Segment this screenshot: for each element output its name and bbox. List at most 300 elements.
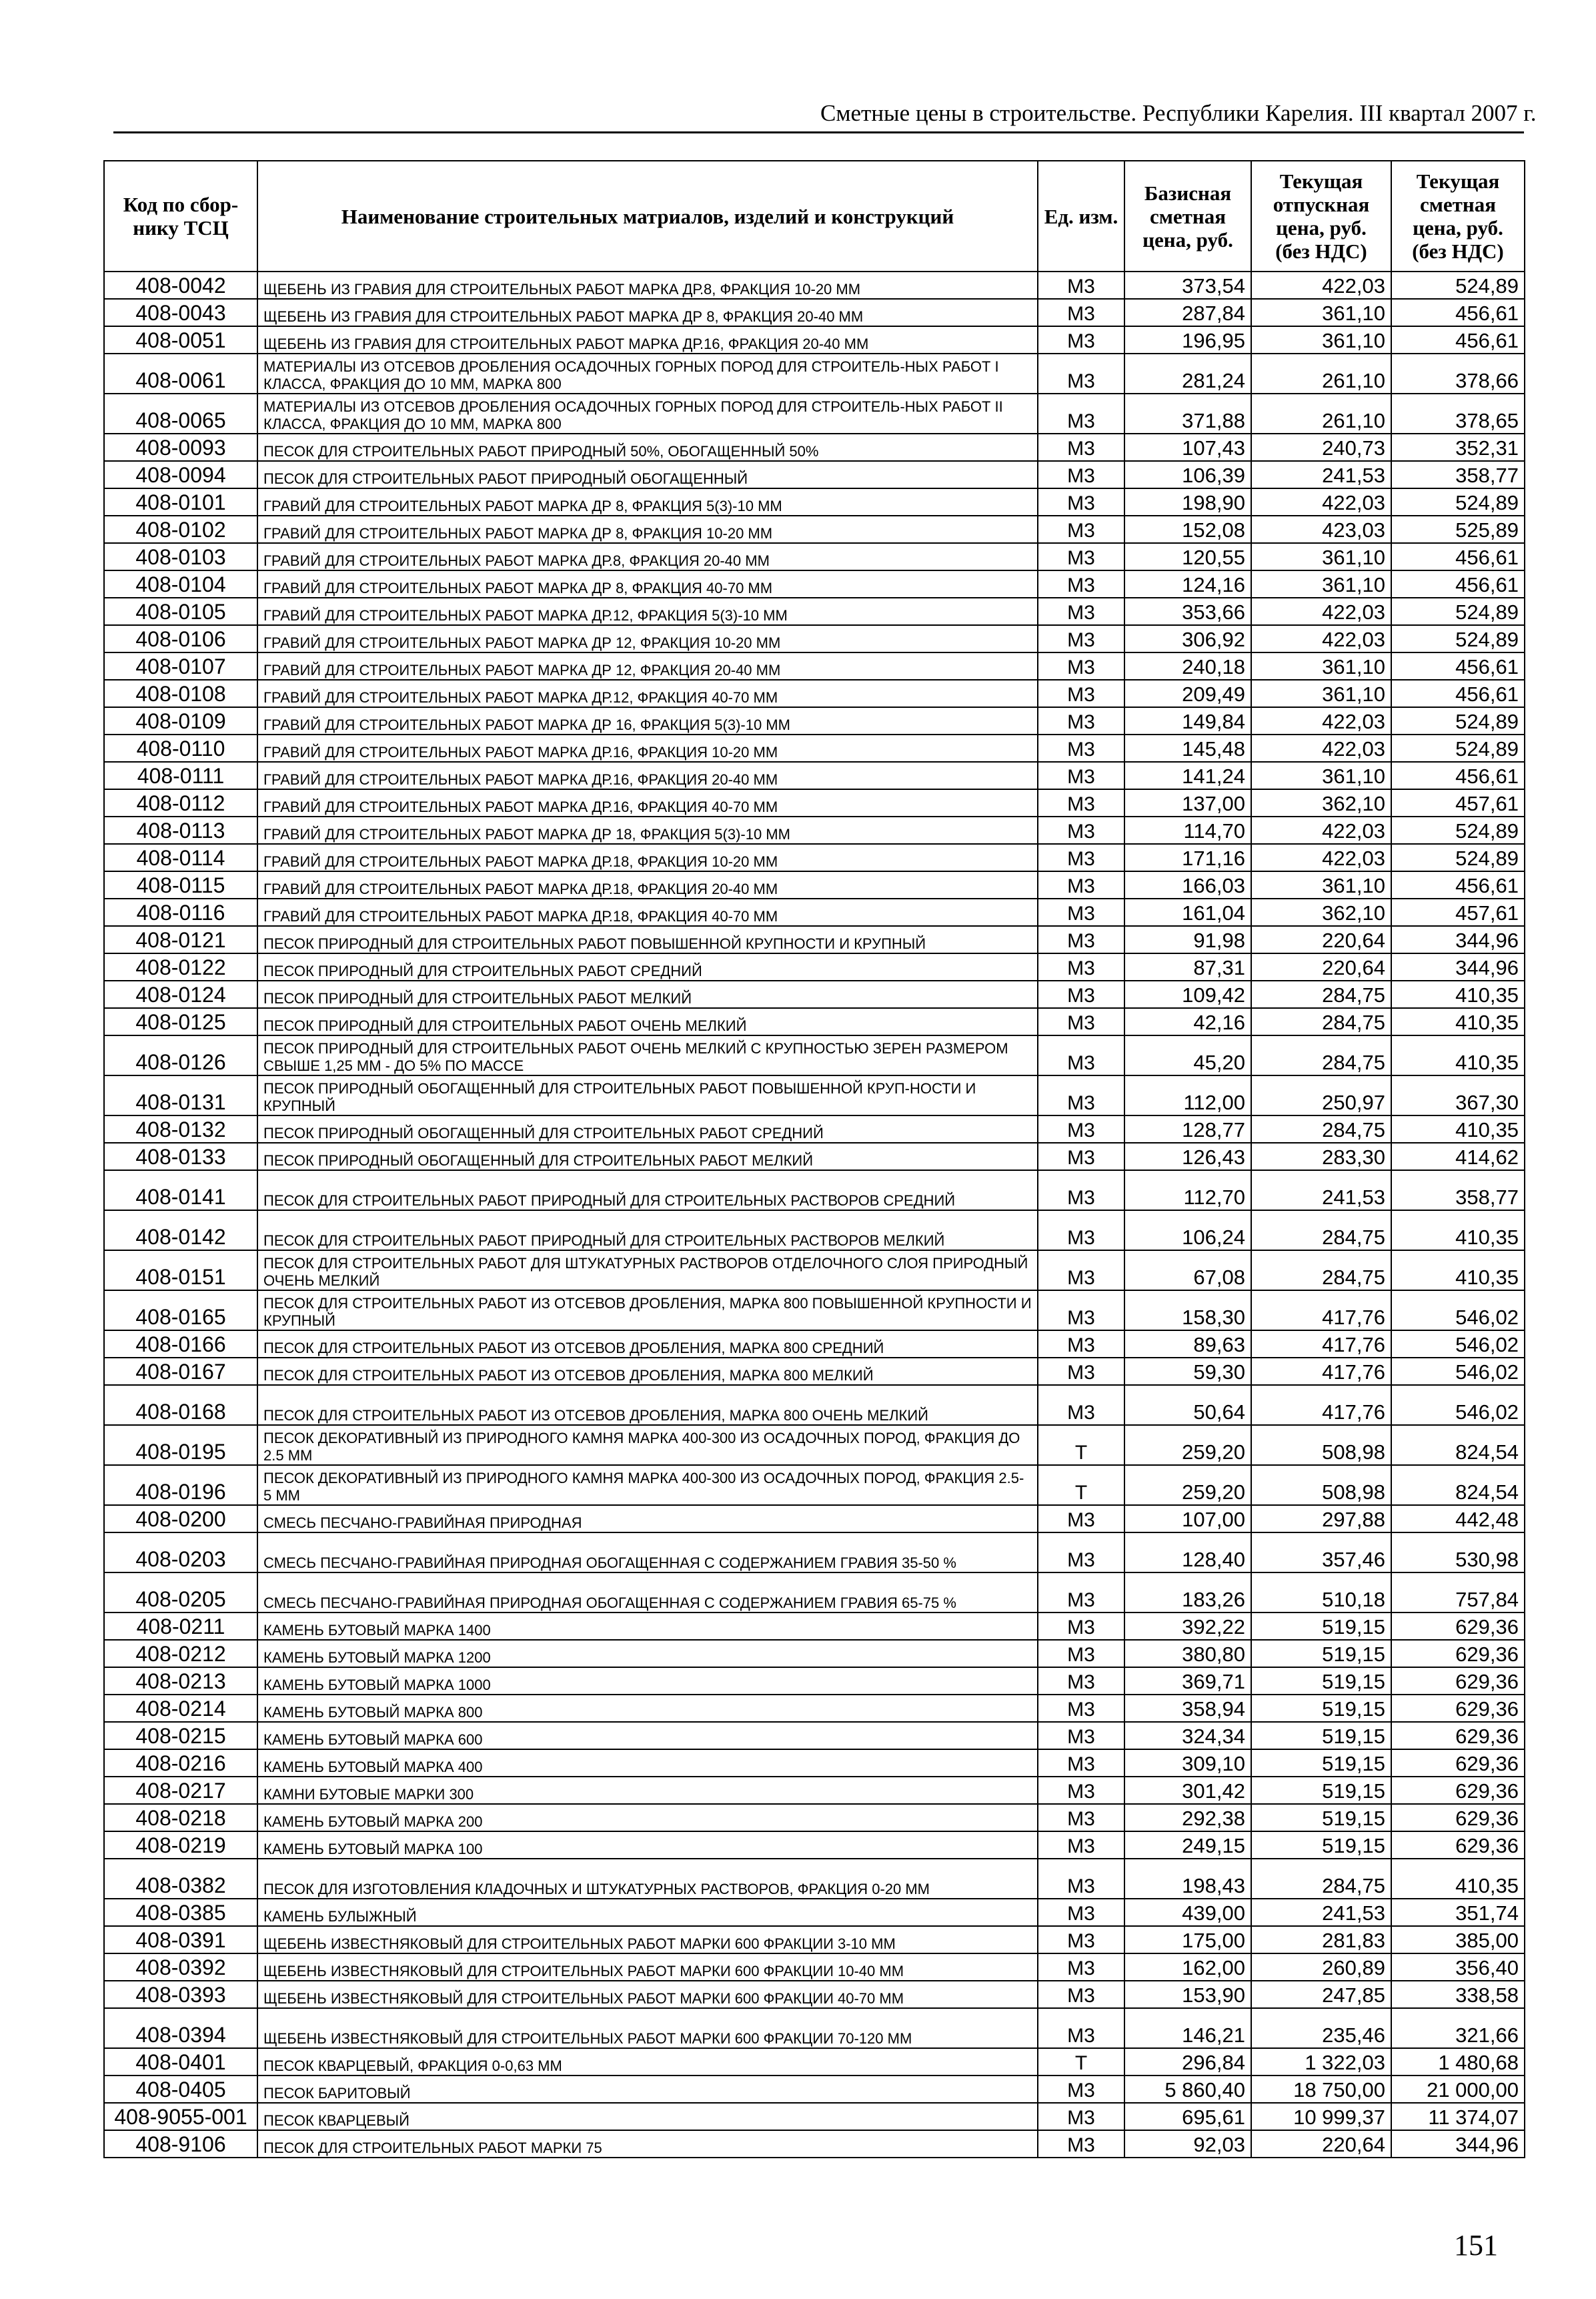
- row-release-price: 422,03: [1251, 598, 1391, 625]
- table-row: [104, 1613, 1525, 1640]
- row-unit: М3: [1038, 598, 1124, 625]
- row-name: ПЕСОК БАРИТОВЫЙ: [257, 2076, 1038, 2103]
- table-row: [104, 598, 1525, 625]
- row-unit: М3: [1038, 570, 1124, 598]
- row-current-price: 524,89: [1391, 488, 1525, 516]
- table-row: [104, 1425, 1525, 1465]
- row-unit: М3: [1038, 1749, 1124, 1777]
- row-code: 408-9106: [104, 2130, 257, 2158]
- table-row: [104, 461, 1525, 488]
- row-release-price: 220,64: [1251, 2130, 1391, 2158]
- row-current-price: 525,89: [1391, 516, 1525, 543]
- row-base-price: 153,90: [1124, 1981, 1251, 2008]
- table-header-row: [104, 161, 1525, 272]
- row-release-price: 297,88: [1251, 1505, 1391, 1532]
- row-current-price: 1 480,68: [1391, 2048, 1525, 2076]
- row-current-price: 629,36: [1391, 1749, 1525, 1777]
- row-unit: М3: [1038, 2130, 1124, 2158]
- row-base-price: 281,24: [1124, 354, 1251, 394]
- row-current-price: 629,36: [1391, 1804, 1525, 1831]
- row-code: 408-0168: [104, 1385, 257, 1425]
- row-code: 408-0213: [104, 1667, 257, 1695]
- row-release-price: 247,85: [1251, 1981, 1391, 2008]
- row-current-price: 456,61: [1391, 570, 1525, 598]
- row-code: 408-0133: [104, 1143, 257, 1170]
- row-release-price: 422,03: [1251, 625, 1391, 652]
- row-code: 408-0103: [104, 543, 257, 570]
- row-code: 408-0109: [104, 707, 257, 735]
- row-code: 408-0107: [104, 652, 257, 680]
- row-name: ГРАВИЙ ДЛЯ СТРОИТЕЛЬНЫХ РАБОТ МАРКА ДР 16, ФРАКЦИЯ 5(3)-10 ММ: [257, 707, 1038, 735]
- header-code: Код по сбор-нику ТСЦ: [104, 161, 257, 272]
- row-name: ГРАВИЙ ДЛЯ СТРОИТЕЛЬНЫХ РАБОТ МАРКА ДР.16, ФРАКЦИЯ 20-40 ММ: [257, 762, 1038, 789]
- row-code: 408-0043: [104, 299, 257, 326]
- row-base-price: 373,54: [1124, 272, 1251, 299]
- table-row: [104, 652, 1525, 680]
- row-unit: М3: [1038, 461, 1124, 488]
- row-name: ПЕСОК ДЛЯ СТРОИТЕЛЬНЫХ РАБОТ ИЗ ОТСЕВОВ ДРОБЛЕНИЯ, МАРКА 800 ОЧЕНЬ МЕЛКИЙ: [257, 1385, 1038, 1425]
- row-current-price: 824,54: [1391, 1425, 1525, 1465]
- row-release-price: 220,64: [1251, 953, 1391, 981]
- row-release-price: 284,75: [1251, 1115, 1391, 1143]
- row-code: 408-0042: [104, 272, 257, 299]
- row-name: МАТЕРИАЛЫ ИЗ ОТСЕВОВ ДРОБЛЕНИЯ ОСАДОЧНЫХ ГОРНЫХ ПОРОД ДЛЯ СТРОИТЕЛЬ-НЫХ РАБОТ II КЛАССА, ФРАКЦИЯ ДО 10 ММ, МАРКА 800: [257, 394, 1038, 434]
- row-release-price: 508,98: [1251, 1465, 1391, 1505]
- row-unit: М3: [1038, 1899, 1124, 1926]
- row-current-price: 629,36: [1391, 1722, 1525, 1749]
- row-name: ПЕСОК ПРИРОДНЫЙ ДЛЯ СТРОИТЕЛЬНЫХ РАБОТ ОЧЕНЬ МЕЛКИЙ С КРУПНОСТЬЮ ЗЕРЕН РАЗМЕРОМ СВЫШЕ 1,25 ММ - ДО 5% ПО МАССЕ: [257, 1035, 1038, 1075]
- row-current-price: 351,74: [1391, 1899, 1525, 1926]
- row-name: ЩЕБЕНЬ ИЗ ГРАВИЯ ДЛЯ СТРОИТЕЛЬНЫХ РАБОТ МАРКА ДР.8, ФРАКЦИЯ 10-20 ММ: [257, 272, 1038, 299]
- row-unit: М3: [1038, 1831, 1124, 1859]
- row-name: ЩЕБЕНЬ ИЗВЕСТНЯКОВЫЙ ДЛЯ СТРОИТЕЛЬНЫХ РАБОТ МАРКИ 600 ФРАКЦИИ 70-120 ММ: [257, 2008, 1038, 2048]
- row-base-price: 695,61: [1124, 2103, 1251, 2130]
- table-row: [104, 1008, 1525, 1035]
- row-unit: М3: [1038, 1572, 1124, 1613]
- row-base-price: 107,00: [1124, 1505, 1251, 1532]
- row-base-price: 353,66: [1124, 598, 1251, 625]
- row-release-price: 519,15: [1251, 1695, 1391, 1722]
- row-name: КАМНИ БУТОВЫЕ МАРКИ 300: [257, 1777, 1038, 1804]
- row-base-price: 87,31: [1124, 953, 1251, 981]
- table-row: [104, 953, 1525, 981]
- row-release-price: 284,75: [1251, 1250, 1391, 1290]
- row-code: 408-0112: [104, 789, 257, 817]
- table-row: [104, 1695, 1525, 1722]
- row-unit: Т: [1038, 1465, 1124, 1505]
- row-current-price: 410,35: [1391, 1035, 1525, 1075]
- row-release-price: 362,10: [1251, 899, 1391, 926]
- row-unit: М3: [1038, 871, 1124, 899]
- row-base-price: 50,64: [1124, 1385, 1251, 1425]
- table-row: [104, 1035, 1525, 1075]
- row-base-price: 309,10: [1124, 1749, 1251, 1777]
- row-code: 408-0195: [104, 1425, 257, 1465]
- row-code: 408-0116: [104, 899, 257, 926]
- row-current-price: 356,40: [1391, 1953, 1525, 1981]
- row-code: 408-0104: [104, 570, 257, 598]
- row-base-price: 89,63: [1124, 1330, 1251, 1358]
- row-code: 408-0382: [104, 1859, 257, 1899]
- row-name: ПЕСОК ДЕКОРАТИВНЫЙ ИЗ ПРИРОДНОГО КАМНЯ МАРКА 400-300 ИЗ ОСАДОЧНЫХ ПОРОД, ФРАКЦИЯ ДО 2.5 ММ: [257, 1425, 1038, 1465]
- row-unit: М3: [1038, 2076, 1124, 2103]
- row-unit: М3: [1038, 1505, 1124, 1532]
- row-base-price: 249,15: [1124, 1831, 1251, 1859]
- row-code: 408-0061: [104, 354, 257, 394]
- row-name: КАМЕНЬ БУТОВЫЙ МАРКА 1200: [257, 1640, 1038, 1667]
- row-release-price: 519,15: [1251, 1831, 1391, 1859]
- table-row: [104, 1115, 1525, 1143]
- row-base-price: 296,84: [1124, 2048, 1251, 2076]
- table-row: [104, 2008, 1525, 2048]
- row-current-price: 385,00: [1391, 1926, 1525, 1953]
- row-unit: Т: [1038, 1425, 1124, 1465]
- row-unit: М3: [1038, 735, 1124, 762]
- row-name: ПЕСОК ДЛЯ СТРОИТЕЛЬНЫХ РАБОТ ПРИРОДНЫЙ ДЛЯ СТРОИТЕЛЬНЫХ РАСТВОРОВ МЕЛКИЙ: [257, 1210, 1038, 1250]
- header-divider: [113, 131, 1524, 133]
- row-current-price: 456,61: [1391, 543, 1525, 570]
- row-code: 408-0391: [104, 1926, 257, 1953]
- row-release-price: 284,75: [1251, 1210, 1391, 1250]
- row-current-price: 21 000,00: [1391, 2076, 1525, 2103]
- row-current-price: 410,35: [1391, 1250, 1525, 1290]
- row-code: 408-0105: [104, 598, 257, 625]
- table-row: [104, 1640, 1525, 1667]
- table-row: [104, 1143, 1525, 1170]
- row-unit: М3: [1038, 434, 1124, 461]
- header-current-price: Текущая сметная цена, руб. (без НДС): [1391, 161, 1525, 272]
- table-row: [104, 1859, 1525, 1899]
- row-unit: М3: [1038, 1804, 1124, 1831]
- row-unit: М3: [1038, 1777, 1124, 1804]
- row-code: 408-0203: [104, 1532, 257, 1572]
- row-current-price: 456,61: [1391, 871, 1525, 899]
- row-code: 408-0393: [104, 1981, 257, 2008]
- row-current-price: 546,02: [1391, 1330, 1525, 1358]
- row-name: ГРАВИЙ ДЛЯ СТРОИТЕЛЬНЫХ РАБОТ МАРКА ДР.18, ФРАКЦИЯ 10-20 ММ: [257, 844, 1038, 871]
- table-row: [104, 1075, 1525, 1115]
- table-row: [104, 625, 1525, 652]
- row-release-price: 417,76: [1251, 1290, 1391, 1330]
- table-row: [104, 735, 1525, 762]
- row-code: 408-0113: [104, 817, 257, 844]
- row-unit: М3: [1038, 981, 1124, 1008]
- row-release-price: 417,76: [1251, 1330, 1391, 1358]
- row-unit: М3: [1038, 899, 1124, 926]
- header-base-price: Базисная сметная цена, руб.: [1124, 161, 1251, 272]
- row-code: 408-0142: [104, 1210, 257, 1250]
- row-name: ЩЕБЕНЬ ИЗВЕСТНЯКОВЫЙ ДЛЯ СТРОИТЕЛЬНЫХ РАБОТ МАРКИ 600 ФРАКЦИИ 3-10 ММ: [257, 1926, 1038, 1953]
- row-name: ГРАВИЙ ДЛЯ СТРОИТЕЛЬНЫХ РАБОТ МАРКА ДР.8, ФРАКЦИЯ 20-40 ММ: [257, 543, 1038, 570]
- row-current-price: 410,35: [1391, 1008, 1525, 1035]
- row-current-price: 524,89: [1391, 817, 1525, 844]
- row-base-price: 371,88: [1124, 394, 1251, 434]
- row-base-price: 439,00: [1124, 1899, 1251, 1926]
- row-code: 408-0211: [104, 1613, 257, 1640]
- row-release-price: 10 999,37: [1251, 2103, 1391, 2130]
- header-unit: Ед. изм.: [1038, 161, 1124, 272]
- row-current-price: 457,61: [1391, 789, 1525, 817]
- row-name: ГРАВИЙ ДЛЯ СТРОИТЕЛЬНЫХ РАБОТ МАРКА ДР.18, ФРАКЦИЯ 20-40 ММ: [257, 871, 1038, 899]
- row-code: 408-0214: [104, 1695, 257, 1722]
- table-row: [104, 981, 1525, 1008]
- row-release-price: 422,03: [1251, 735, 1391, 762]
- row-release-price: 284,75: [1251, 981, 1391, 1008]
- row-current-price: 338,58: [1391, 1981, 1525, 2008]
- row-release-price: 235,46: [1251, 2008, 1391, 2048]
- row-name: ЩЕБЕНЬ ИЗВЕСТНЯКОВЫЙ ДЛЯ СТРОИТЕЛЬНЫХ РАБОТ МАРКИ 600 ФРАКЦИИ 10-40 ММ: [257, 1953, 1038, 1981]
- row-code: 408-0132: [104, 1115, 257, 1143]
- row-code: 408-0101: [104, 488, 257, 516]
- row-release-price: 357,46: [1251, 1532, 1391, 1572]
- row-code: 408-0215: [104, 1722, 257, 1749]
- row-name: ПЕСОК ПРИРОДНЫЙ ДЛЯ СТРОИТЕЛЬНЫХ РАБОТ ПОВЫШЕННОЙ КРУПНОСТИ И КРУПНЫЙ: [257, 926, 1038, 953]
- row-current-price: 456,61: [1391, 680, 1525, 707]
- row-code: 408-0124: [104, 981, 257, 1008]
- table-row: [104, 1926, 1525, 1953]
- row-unit: М3: [1038, 1695, 1124, 1722]
- row-release-price: 260,89: [1251, 1953, 1391, 1981]
- row-name: ПЕСОК ДЛЯ СТРОИТЕЛЬНЫХ РАБОТ ИЗ ОТСЕВОВ ДРОБЛЕНИЯ, МАРКА 800 ПОВЫШЕННОЙ КРУПНОСТИ И КРУПНЫЙ: [257, 1290, 1038, 1330]
- row-code: 408-0108: [104, 680, 257, 707]
- row-base-price: 324,34: [1124, 1722, 1251, 1749]
- row-code: 408-0166: [104, 1330, 257, 1358]
- row-unit: М3: [1038, 1143, 1124, 1170]
- row-unit: М3: [1038, 1613, 1124, 1640]
- table-row: [104, 680, 1525, 707]
- row-base-price: 240,18: [1124, 652, 1251, 680]
- row-release-price: 519,15: [1251, 1722, 1391, 1749]
- row-unit: М3: [1038, 953, 1124, 981]
- table-row: [104, 299, 1525, 326]
- table-row: [104, 1722, 1525, 1749]
- row-name: ПЕСОК ДЛЯ СТРОИТЕЛЬНЫХ РАБОТ ПРИРОДНЫЙ 50%, ОБОГАЩЕННЫЙ 50%: [257, 434, 1038, 461]
- row-current-price: 442,48: [1391, 1505, 1525, 1532]
- row-unit: М3: [1038, 488, 1124, 516]
- table-row: [104, 1804, 1525, 1831]
- row-base-price: 158,30: [1124, 1290, 1251, 1330]
- table-row: [104, 789, 1525, 817]
- row-code: 408-0405: [104, 2076, 257, 2103]
- row-release-price: 508,98: [1251, 1425, 1391, 1465]
- row-base-price: 91,98: [1124, 926, 1251, 953]
- row-unit: М3: [1038, 394, 1124, 434]
- row-base-price: 128,77: [1124, 1115, 1251, 1143]
- row-release-price: 261,10: [1251, 394, 1391, 434]
- row-unit: М3: [1038, 1385, 1124, 1425]
- row-release-price: 519,15: [1251, 1640, 1391, 1667]
- row-base-price: 42,16: [1124, 1008, 1251, 1035]
- row-unit: М3: [1038, 1953, 1124, 1981]
- row-current-price: 629,36: [1391, 1777, 1525, 1804]
- row-release-price: 519,15: [1251, 1667, 1391, 1695]
- row-code: 408-0131: [104, 1075, 257, 1115]
- row-base-price: 114,70: [1124, 817, 1251, 844]
- row-unit: М3: [1038, 354, 1124, 394]
- row-name: ГРАВИЙ ДЛЯ СТРОИТЕЛЬНЫХ РАБОТ МАРКА ДР.16, ФРАКЦИЯ 10-20 ММ: [257, 735, 1038, 762]
- table-row: [104, 1981, 1525, 2008]
- row-name: ПЕСОК ДЛЯ СТРОИТЕЛЬНЫХ РАБОТ ПРИРОДНЫЙ ОБОГАЩЕННЫЙ: [257, 461, 1038, 488]
- row-base-price: 166,03: [1124, 871, 1251, 899]
- row-code: 408-0115: [104, 871, 257, 899]
- table-row: [104, 1358, 1525, 1385]
- row-name: ПЕСОК ПРИРОДНЫЙ ОБОГАЩЕННЫЙ ДЛЯ СТРОИТЕЛЬНЫХ РАБОТ СРЕДНИЙ: [257, 1115, 1038, 1143]
- row-code: 408-0093: [104, 434, 257, 461]
- row-base-price: 141,24: [1124, 762, 1251, 789]
- row-unit: М3: [1038, 1722, 1124, 1749]
- row-name: ПЕСОК ДЛЯ СТРОИТЕЛЬНЫХ РАБОТ ДЛЯ ШТУКАТУРНЫХ РАСТВОРОВ ОТДЕЛОЧНОГО СЛОЯ ПРИРОДНЫЙ ОЧЕНЬ МЕЛКИЙ: [257, 1250, 1038, 1290]
- row-release-price: 519,15: [1251, 1613, 1391, 1640]
- row-unit: М3: [1038, 1358, 1124, 1385]
- row-release-price: 361,10: [1251, 570, 1391, 598]
- row-release-price: 361,10: [1251, 871, 1391, 899]
- row-code: 408-0385: [104, 1899, 257, 1926]
- row-current-price: 410,35: [1391, 1859, 1525, 1899]
- row-current-price: 524,89: [1391, 844, 1525, 871]
- row-unit: М3: [1038, 762, 1124, 789]
- row-code: 408-0126: [104, 1035, 257, 1075]
- row-current-price: 546,02: [1391, 1385, 1525, 1425]
- row-code: 408-0205: [104, 1572, 257, 1613]
- row-release-price: 361,10: [1251, 299, 1391, 326]
- table-row: [104, 394, 1525, 434]
- row-code: 408-0111: [104, 762, 257, 789]
- row-current-price: 546,02: [1391, 1358, 1525, 1385]
- row-base-price: 380,80: [1124, 1640, 1251, 1667]
- row-release-price: 283,30: [1251, 1143, 1391, 1170]
- table-body: [104, 272, 1525, 2158]
- row-current-price: 321,66: [1391, 2008, 1525, 2048]
- table-row: [104, 707, 1525, 735]
- table-row: [104, 762, 1525, 789]
- row-base-price: 287,84: [1124, 299, 1251, 326]
- row-unit: Т: [1038, 2048, 1124, 2076]
- price-table: [103, 160, 1525, 2158]
- row-current-price: 410,35: [1391, 981, 1525, 1008]
- row-unit: М3: [1038, 1926, 1124, 1953]
- row-unit: М3: [1038, 789, 1124, 817]
- row-base-price: 124,16: [1124, 570, 1251, 598]
- row-unit: М3: [1038, 272, 1124, 299]
- row-current-price: 524,89: [1391, 272, 1525, 299]
- row-release-price: 361,10: [1251, 762, 1391, 789]
- row-release-price: 417,76: [1251, 1358, 1391, 1385]
- row-code: 408-0094: [104, 461, 257, 488]
- row-unit: М3: [1038, 516, 1124, 543]
- row-release-price: 423,03: [1251, 516, 1391, 543]
- row-code: 408-0065: [104, 394, 257, 434]
- row-unit: М3: [1038, 652, 1124, 680]
- row-current-price: 629,36: [1391, 1640, 1525, 1667]
- row-release-price: 261,10: [1251, 354, 1391, 394]
- row-name: ЩЕБЕНЬ ИЗВЕСТНЯКОВЫЙ ДЛЯ СТРОИТЕЛЬНЫХ РАБОТ МАРКИ 600 ФРАКЦИИ 40-70 ММ: [257, 1981, 1038, 2008]
- row-name: ГРАВИЙ ДЛЯ СТРОИТЕЛЬНЫХ РАБОТ МАРКА ДР 8, ФРАКЦИЯ 40-70 ММ: [257, 570, 1038, 598]
- row-name: ПЕСОК ПРИРОДНЫЙ ОБОГАЩЕННЫЙ ДЛЯ СТРОИТЕЛЬНЫХ РАБОТ МЕЛКИЙ: [257, 1143, 1038, 1170]
- row-name: МАТЕРИАЛЫ ИЗ ОТСЕВОВ ДРОБЛЕНИЯ ОСАДОЧНЫХ ГОРНЫХ ПОРОД ДЛЯ СТРОИТЕЛЬ-НЫХ РАБОТ I КЛАССА, ФРАКЦИЯ ДО 10 ММ, МАРКА 800: [257, 354, 1038, 394]
- row-base-price: 149,84: [1124, 707, 1251, 735]
- row-unit: М3: [1038, 926, 1124, 953]
- row-name: ПЕСОК ПРИРОДНЫЙ ДЛЯ СТРОИТЕЛЬНЫХ РАБОТ ОЧЕНЬ МЕЛКИЙ: [257, 1008, 1038, 1035]
- row-unit: М3: [1038, 1640, 1124, 1667]
- row-code: 408-0125: [104, 1008, 257, 1035]
- row-unit: М3: [1038, 1290, 1124, 1330]
- row-code: 408-0219: [104, 1831, 257, 1859]
- row-name: ГРАВИЙ ДЛЯ СТРОИТЕЛЬНЫХ РАБОТ МАРКА ДР.12, ФРАКЦИЯ 5(3)-10 ММ: [257, 598, 1038, 625]
- row-code: 408-0217: [104, 1777, 257, 1804]
- row-release-price: 422,03: [1251, 488, 1391, 516]
- table-row: [104, 1385, 1525, 1425]
- row-name: ГРАВИЙ ДЛЯ СТРОИТЕЛЬНЫХ РАБОТ МАРКА ДР 12, ФРАКЦИЯ 20-40 ММ: [257, 652, 1038, 680]
- row-base-price: 128,40: [1124, 1532, 1251, 1572]
- table-row: [104, 1465, 1525, 1505]
- row-base-price: 198,90: [1124, 488, 1251, 516]
- row-current-price: 457,61: [1391, 899, 1525, 926]
- table-row: [104, 2103, 1525, 2130]
- row-base-price: 106,39: [1124, 461, 1251, 488]
- table-row: [104, 516, 1525, 543]
- header-release-price: Текущая отпускная цена, руб. (без НДС): [1251, 161, 1391, 272]
- row-name: КАМЕНЬ БУТОВЫЙ МАРКА 1000: [257, 1667, 1038, 1695]
- row-name: СМЕСЬ ПЕСЧАНО-ГРАВИЙНАЯ ПРИРОДНАЯ: [257, 1505, 1038, 1532]
- row-current-price: 456,61: [1391, 326, 1525, 354]
- row-release-price: 422,03: [1251, 817, 1391, 844]
- row-name: ГРАВИЙ ДЛЯ СТРОИТЕЛЬНЫХ РАБОТ МАРКА ДР 8, ФРАКЦИЯ 5(3)-10 ММ: [257, 488, 1038, 516]
- row-current-price: 824,54: [1391, 1465, 1525, 1505]
- row-name: ГРАВИЙ ДЛЯ СТРОИТЕЛЬНЫХ РАБОТ МАРКА ДР.12, ФРАКЦИЯ 40-70 ММ: [257, 680, 1038, 707]
- row-base-price: 196,95: [1124, 326, 1251, 354]
- row-code: 408-0106: [104, 625, 257, 652]
- table-row: [104, 543, 1525, 570]
- row-current-price: 367,30: [1391, 1075, 1525, 1115]
- row-current-price: 524,89: [1391, 707, 1525, 735]
- table-row: [104, 1777, 1525, 1804]
- row-current-price: 629,36: [1391, 1667, 1525, 1695]
- table-row: [104, 1170, 1525, 1210]
- row-code: 408-0216: [104, 1749, 257, 1777]
- row-code: 408-0141: [104, 1170, 257, 1210]
- row-unit: М3: [1038, 1667, 1124, 1695]
- row-name: ПЕСОК КВАРЦЕВЫЙ: [257, 2103, 1038, 2130]
- row-base-price: 292,38: [1124, 1804, 1251, 1831]
- row-current-price: 344,96: [1391, 953, 1525, 981]
- row-unit: М3: [1038, 1008, 1124, 1035]
- row-unit: М3: [1038, 1330, 1124, 1358]
- row-current-price: 11 374,07: [1391, 2103, 1525, 2130]
- row-current-price: 629,36: [1391, 1695, 1525, 1722]
- row-unit: М3: [1038, 1981, 1124, 2008]
- row-name: КАМЕНЬ БУТОВЫЙ МАРКА 100: [257, 1831, 1038, 1859]
- row-name: ГРАВИЙ ДЛЯ СТРОИТЕЛЬНЫХ РАБОТ МАРКА ДР.16, ФРАКЦИЯ 40-70 ММ: [257, 789, 1038, 817]
- row-base-price: 358,94: [1124, 1695, 1251, 1722]
- row-name: КАМЕНЬ БУТОВЫЙ МАРКА 200: [257, 1804, 1038, 1831]
- row-release-price: 519,15: [1251, 1777, 1391, 1804]
- row-name: ПЕСОК ПРИРОДНЫЙ ДЛЯ СТРОИТЕЛЬНЫХ РАБОТ МЕЛКИЙ: [257, 981, 1038, 1008]
- row-name: ПЕСОК ПРИРОДНЫЙ ОБОГАЩЕННЫЙ ДЛЯ СТРОИТЕЛЬНЫХ РАБОТ ПОВЫШЕННОЙ КРУП-НОСТИ И КРУПНЫЙ: [257, 1075, 1038, 1115]
- table-row: [104, 899, 1525, 926]
- row-name: ЩЕБЕНЬ ИЗ ГРАВИЯ ДЛЯ СТРОИТЕЛЬНЫХ РАБОТ МАРКА ДР 8, ФРАКЦИЯ 20-40 ММ: [257, 299, 1038, 326]
- row-base-price: 137,00: [1124, 789, 1251, 817]
- row-base-price: 152,08: [1124, 516, 1251, 543]
- row-current-price: 344,96: [1391, 926, 1525, 953]
- row-release-price: 241,53: [1251, 461, 1391, 488]
- row-base-price: 67,08: [1124, 1250, 1251, 1290]
- row-current-price: 352,31: [1391, 434, 1525, 461]
- row-release-price: 422,03: [1251, 707, 1391, 735]
- row-code: 408-9055-001: [104, 2103, 257, 2130]
- row-current-price: 344,96: [1391, 2130, 1525, 2158]
- row-current-price: 456,61: [1391, 652, 1525, 680]
- row-unit: М3: [1038, 1075, 1124, 1115]
